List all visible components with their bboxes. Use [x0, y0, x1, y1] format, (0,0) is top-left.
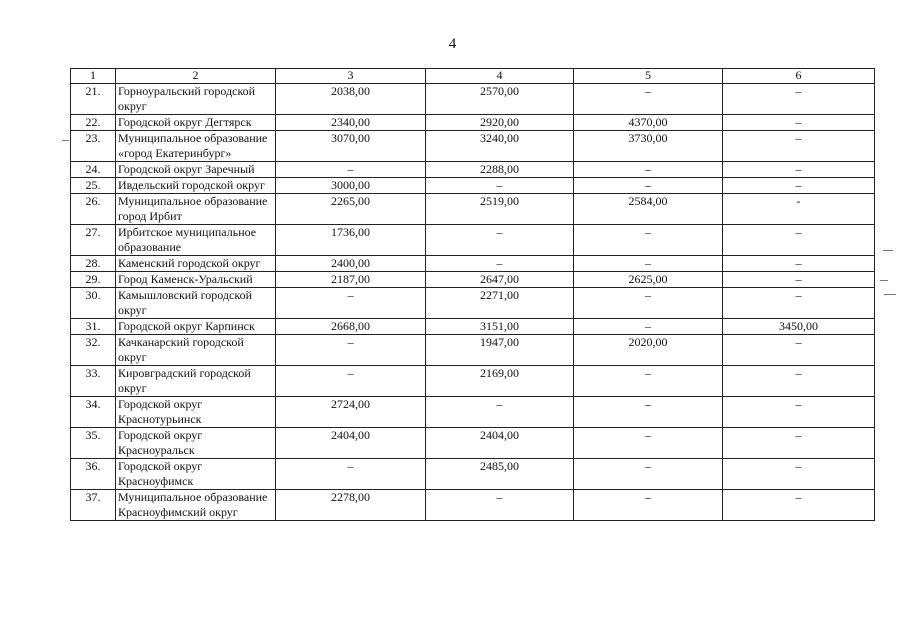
- value-cell-col5: –: [574, 319, 723, 335]
- value-cell-col5: –: [574, 256, 723, 272]
- value-cell-col5: –: [574, 397, 723, 428]
- municipality-cell: Городской округ Заречный: [116, 162, 276, 178]
- value-cell-col5: –: [574, 178, 723, 194]
- tariff-table: [70, 68, 875, 521]
- table-row: [71, 366, 875, 397]
- municipality-cell: Ивдельский городской округ: [116, 178, 276, 194]
- value-cell-col4: 3240,00: [426, 131, 574, 162]
- value-cell-col3: 2668,00: [276, 319, 426, 335]
- value-cell-col3: 2404,00: [276, 428, 426, 459]
- value-cell-col6: –: [723, 459, 875, 490]
- value-cell-col3: 2187,00: [276, 272, 426, 288]
- row-number-cell: 32.: [71, 335, 116, 366]
- value-cell-col3: 2400,00: [276, 256, 426, 272]
- row-number-cell: 35.: [71, 428, 116, 459]
- table-body: [71, 84, 875, 521]
- municipality-cell: Горноуральский городской округ: [116, 84, 276, 115]
- value-cell-col4: 1947,00: [426, 335, 574, 366]
- row-number-cell: 28.: [71, 256, 116, 272]
- value-cell-col5: –: [574, 459, 723, 490]
- table-row: [71, 131, 875, 162]
- row-number-cell: 31.: [71, 319, 116, 335]
- value-cell-col6: –: [723, 225, 875, 256]
- value-cell-col5: –: [574, 84, 723, 115]
- row-number-cell: 26.: [71, 194, 116, 225]
- value-cell-col4: 2920,00: [426, 115, 574, 131]
- table-header-row: [71, 69, 875, 84]
- scan-mark: [883, 250, 893, 251]
- header-cell: 3: [276, 69, 426, 84]
- municipality-cell: Городской округ Дегтярск: [116, 115, 276, 131]
- value-cell-col6: –: [723, 256, 875, 272]
- value-cell-col6: –: [723, 397, 875, 428]
- value-cell-col3: –: [276, 162, 426, 178]
- value-cell-col3: –: [276, 335, 426, 366]
- value-cell-col6: –: [723, 162, 875, 178]
- row-number-cell: 33.: [71, 366, 116, 397]
- table-row: [71, 288, 875, 319]
- value-cell-col4: 2485,00: [426, 459, 574, 490]
- municipality-cell: Каменский городской округ: [116, 256, 276, 272]
- value-cell-col6: –: [723, 115, 875, 131]
- header-cell: 1: [71, 69, 116, 84]
- row-number-cell: 24.: [71, 162, 116, 178]
- value-cell-col6: –: [723, 366, 875, 397]
- value-cell-col5: –: [574, 490, 723, 521]
- table-row: [71, 162, 875, 178]
- value-cell-col4: 2271,00: [426, 288, 574, 319]
- table-row: [71, 319, 875, 335]
- value-cell-col5: –: [574, 288, 723, 319]
- value-cell-col4: 2404,00: [426, 428, 574, 459]
- value-cell-col3: 3070,00: [276, 131, 426, 162]
- municipality-cell: Камышловский городской округ: [116, 288, 276, 319]
- value-cell-col4: –: [426, 490, 574, 521]
- scan-mark: [884, 294, 896, 295]
- scan-mark: [880, 280, 888, 281]
- value-cell-col6: –: [723, 84, 875, 115]
- scan-mark: [62, 140, 69, 141]
- value-cell-col3: 2265,00: [276, 194, 426, 225]
- municipality-cell: Муниципальное образование город Ирбит: [116, 194, 276, 225]
- value-cell-col5: 3730,00: [574, 131, 723, 162]
- page-number: 4: [448, 36, 457, 52]
- municipality-cell: Ирбитское муниципальное образование: [116, 225, 276, 256]
- value-cell-col4: –: [426, 397, 574, 428]
- municipality-cell: Муниципальное образование Красноуфимский округ: [116, 490, 276, 521]
- value-cell-col6: 3450,00: [723, 319, 875, 335]
- table-row: [71, 490, 875, 521]
- row-number-cell: 22.: [71, 115, 116, 131]
- value-cell-col6: -: [723, 194, 875, 225]
- value-cell-col3: 2724,00: [276, 397, 426, 428]
- value-cell-col6: –: [723, 335, 875, 366]
- row-number-cell: 36.: [71, 459, 116, 490]
- row-number-cell: 25.: [71, 178, 116, 194]
- row-number-cell: 29.: [71, 272, 116, 288]
- table-row: [71, 272, 875, 288]
- value-cell-col6: –: [723, 131, 875, 162]
- value-cell-col3: –: [276, 288, 426, 319]
- row-number-cell: 27.: [71, 225, 116, 256]
- header-cell: 2: [116, 69, 276, 84]
- table-row: [71, 84, 875, 115]
- row-number-cell: 37.: [71, 490, 116, 521]
- row-number-cell: 21.: [71, 84, 116, 115]
- municipality-cell: Кировградский городской округ: [116, 366, 276, 397]
- value-cell-col6: –: [723, 490, 875, 521]
- header-cell: 5: [574, 69, 723, 84]
- value-cell-col3: 2038,00: [276, 84, 426, 115]
- value-cell-col5: –: [574, 428, 723, 459]
- table-row: [71, 225, 875, 256]
- value-cell-col4: –: [426, 256, 574, 272]
- header-cell: 6: [723, 69, 875, 84]
- municipality-cell: Городской округ Краснотурьинск: [116, 397, 276, 428]
- value-cell-col5: –: [574, 366, 723, 397]
- value-cell-col5: 2625,00: [574, 272, 723, 288]
- value-cell-col5: 4370,00: [574, 115, 723, 131]
- value-cell-col4: –: [426, 225, 574, 256]
- table-row: [71, 115, 875, 131]
- table-row: [71, 459, 875, 490]
- value-cell-col3: 2278,00: [276, 490, 426, 521]
- municipality-cell: Городской округ Карпинск: [116, 319, 276, 335]
- value-cell-col5: 2020,00: [574, 335, 723, 366]
- table-row: [71, 335, 875, 366]
- table-row: [71, 178, 875, 194]
- value-cell-col3: –: [276, 366, 426, 397]
- value-cell-col4: 2647,00: [426, 272, 574, 288]
- value-cell-col6: –: [723, 178, 875, 194]
- value-cell-col4: –: [426, 178, 574, 194]
- row-number-cell: 30.: [71, 288, 116, 319]
- value-cell-col5: 2584,00: [574, 194, 723, 225]
- municipality-cell: Город Каменск-Уральский: [116, 272, 276, 288]
- table-row: [71, 194, 875, 225]
- value-cell-col4: 2519,00: [426, 194, 574, 225]
- row-number-cell: 34.: [71, 397, 116, 428]
- municipality-cell: Качканарский городской округ: [116, 335, 276, 366]
- value-cell-col4: 2570,00: [426, 84, 574, 115]
- row-number-cell: 23.: [71, 131, 116, 162]
- municipality-cell: Городской округ Красноуральск: [116, 428, 276, 459]
- value-cell-col6: –: [723, 272, 875, 288]
- value-cell-col4: 2169,00: [426, 366, 574, 397]
- value-cell-col4: 3151,00: [426, 319, 574, 335]
- header-cell: 4: [426, 69, 574, 84]
- value-cell-col3: 3000,00: [276, 178, 426, 194]
- table-row: [71, 256, 875, 272]
- municipality-cell: Муниципальное образование «город Екатеринбург»: [116, 131, 276, 162]
- value-cell-col6: –: [723, 428, 875, 459]
- value-cell-col6: –: [723, 288, 875, 319]
- value-cell-col3: –: [276, 459, 426, 490]
- municipality-cell: Городской округ Красноуфимск: [116, 459, 276, 490]
- table-row: [71, 428, 875, 459]
- value-cell-col5: –: [574, 225, 723, 256]
- table-row: [71, 397, 875, 428]
- value-cell-col3: 2340,00: [276, 115, 426, 131]
- value-cell-col3: 1736,00: [276, 225, 426, 256]
- value-cell-col4: 2288,00: [426, 162, 574, 178]
- value-cell-col5: –: [574, 162, 723, 178]
